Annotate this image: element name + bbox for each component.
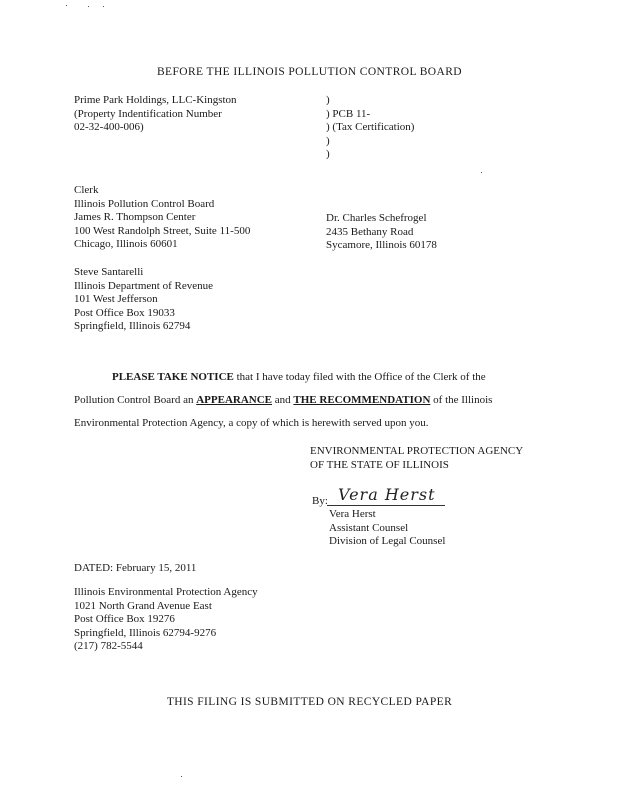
caption-line: (Property Indentification Number — [74, 107, 222, 120]
address-line: Springfield, Illinois 62794 — [74, 320, 191, 333]
notice-line-2 — [74, 395, 492, 406]
notice-text: of the Illinois — [430, 394, 493, 406]
agency-line: OF THE STATE OF ILLINOIS — [310, 458, 449, 471]
document-title: BEFORE THE ILLINOIS POLLUTION CONTROL BOARD — [156, 66, 462, 78]
signatory-division: Division of Legal Counsel — [329, 535, 446, 548]
agency-name — [310, 446, 523, 473]
signature-line — [327, 505, 445, 506]
address-line: (217) 782-5544 — [74, 640, 143, 653]
address-line: 2435 Bethany Road — [326, 225, 414, 238]
service-schefrogel — [326, 213, 437, 254]
address-line: Dr. Charles Schefrogel — [326, 212, 427, 224]
caption-party — [74, 95, 237, 136]
service-clerk — [74, 185, 250, 253]
signatory — [329, 509, 445, 550]
caption-bracket: ) — [326, 148, 330, 161]
case-number: ) PCB 11- — [326, 107, 371, 120]
address-line: 1021 North Grand Avenue East — [74, 599, 212, 612]
agency-address — [74, 587, 258, 655]
notice-line-3: Environmental Protection Agency, a copy of which is herewith served upon you. — [74, 417, 429, 429]
address-line: Illinois Department of Revenue — [74, 279, 213, 292]
address-line: Steve Santarelli — [74, 266, 144, 278]
notice-text: Pollution Control Board an — [74, 394, 197, 406]
notice-line-1 — [112, 372, 486, 383]
date-line: DATED: February 15, 2011 — [74, 562, 197, 574]
address-line: Clerk — [74, 184, 99, 196]
address-line: Sycamore, Illinois 60178 — [326, 239, 437, 252]
address-line: 101 West Jefferson — [74, 293, 158, 306]
case-type: ) (Tax Certification) — [326, 121, 415, 134]
caption-bracket: ) — [326, 134, 330, 147]
caption-line: 02-32-400-006) — [74, 121, 144, 134]
address-line: Illinois Pollution Control Board — [74, 197, 215, 210]
service-revenue — [74, 267, 213, 335]
notice-lead: PLEASE TAKE NOTICE — [112, 371, 234, 383]
appearance-title: APPEARANCE — [196, 394, 273, 406]
handwritten-signature: Vera Herst — [338, 485, 436, 504]
caption-case — [326, 95, 414, 163]
agency-line: ENVIRONMENTAL PROTECTION AGENCY — [310, 445, 524, 457]
address-line: Post Office Box 19276 — [74, 613, 175, 626]
address-line: Chicago, Illinois 60601 — [74, 238, 178, 251]
signatory-name: Vera Herst — [329, 508, 376, 520]
address-line: Illinois Environmental Protection Agency — [74, 586, 258, 598]
caption-bracket: ) — [326, 94, 330, 106]
recommendation-title: THE RECOMMENDATION — [293, 394, 431, 406]
address-line: 100 West Randolph Street, Suite 11-500 — [74, 224, 251, 237]
notice-text: and — [272, 394, 294, 406]
caption-line: Prime Park Holdings, LLC-Kingston — [74, 94, 237, 106]
signatory-role: Assistant Counsel — [329, 521, 409, 534]
address-line: Springfield, Illinois 62794-9276 — [74, 626, 217, 639]
signature-by-label: By: — [312, 495, 328, 507]
address-line: James R. Thompson Center — [74, 211, 196, 224]
address-line: Post Office Box 19033 — [74, 306, 175, 319]
notice-text: that I have today filed with the Office of the Clerk of the — [233, 371, 486, 383]
recycled-paper-notice: THIS FILING IS SUBMITTED ON RECYCLED PAPER — [166, 696, 453, 708]
